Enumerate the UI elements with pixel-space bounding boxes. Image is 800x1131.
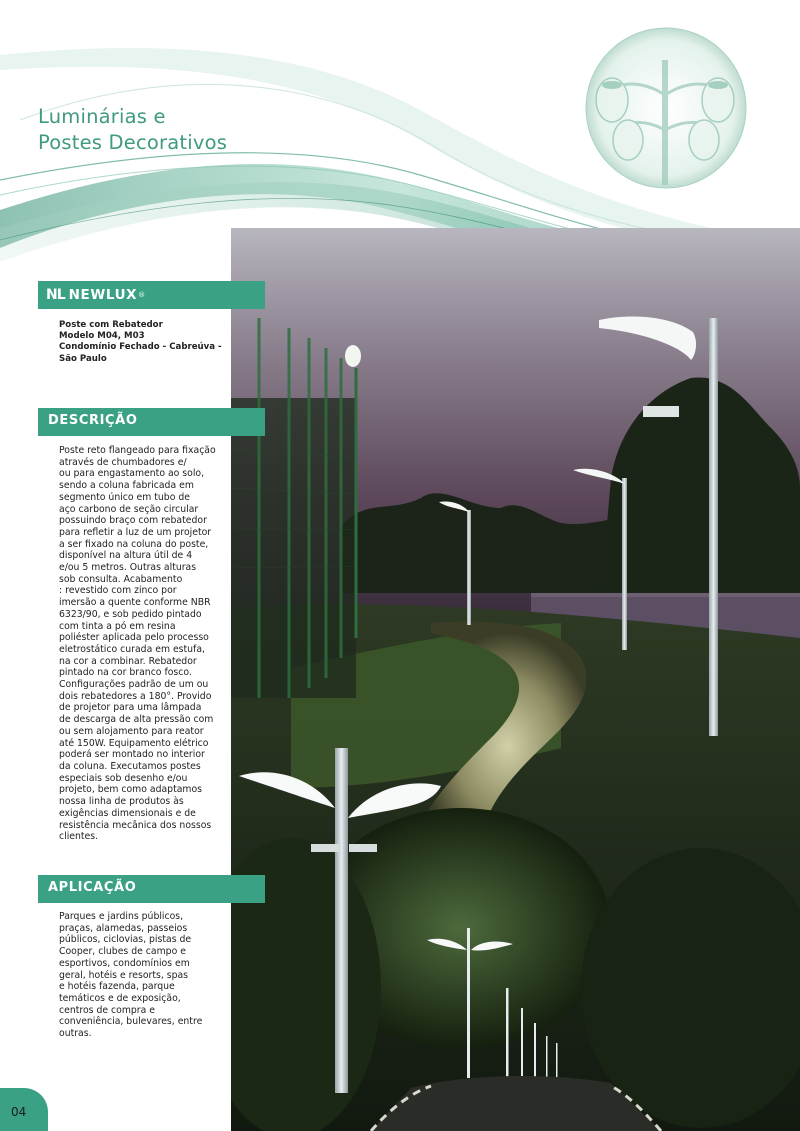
caption-line: Condomínio Fechado - Cabreúva - [59,342,222,353]
text-line: temáticos e de exposição, [59,992,181,1004]
title-line-1: Luminárias e [38,105,166,128]
page-number: 04 [11,1105,27,1119]
text-line: : revestido com zinco por [59,585,177,597]
text-line: através de chumbadores e/ [59,456,187,468]
text-line: clientes. [59,831,99,843]
text-line: imersão a quente conforme NBR [59,597,211,609]
text-line: a ser fixado na coluna do poste, [59,538,209,550]
text-line: praças, alamedas, passeios [59,922,188,934]
text-line: na cor a combinar. Rebatedor [59,655,197,667]
text-line: até 150W. Equipamento elétrico [59,737,209,749]
text-line: conveniência, bulevares, entre [59,1016,203,1028]
caption-line: São Paulo [59,353,107,364]
page-number-tab [0,1088,48,1131]
text-line: exigências dimensionais e de [59,807,196,819]
text-line: geral, hotéis e resorts, spas [59,969,189,981]
aplicacao-heading-bar [38,875,265,903]
page-title [38,104,227,156]
descricao-heading: DESCRIÇÃO [48,413,138,428]
text-line: e/ou 5 metros. Outras alturas [59,562,197,574]
text-line: eletrostático curada em estufa, [59,643,205,655]
text-line: de projetor para uma lâmpada [59,702,202,714]
text-line: da coluna. Executamos postes [59,760,201,772]
text-line: aço carbono de seção circular [59,503,199,515]
text-line: nossa linha de produtos às [59,796,184,808]
text-line: pintado na cor branco fosco. [59,667,192,679]
text-line: resistência mecânica dos nossos [59,819,212,831]
lamp-post-night-photo [231,228,800,1131]
text-line: especiais sob desenho e/ou [59,772,188,784]
text-line: para refletir a luz de um projetor [59,526,212,538]
text-line: projeto, bem como adaptamos [59,784,203,796]
caption-line: Modelo M04, M03 [59,331,145,342]
caption-line: Poste com Rebatedor [59,320,163,330]
photo-caption [59,320,222,365]
text-line: segmento único em tubo de [59,491,190,503]
logo-name: NEWLUX [68,287,138,303]
text-line: poliéster aplicada pelo processo [59,632,209,644]
text-line: poderá ser montado no interior [59,749,205,761]
text-line: dois rebatedores a 180°. Provido [59,690,212,702]
text-line: Parques e jardins públicos, [59,911,184,922]
descricao-heading-bar [38,408,265,436]
aplicacao-heading: APLICAÇÃO [48,880,137,895]
text-line: outras. [59,1028,92,1040]
text-line: Configurações padrão de um ou [59,679,209,691]
text-line: Poste reto flangeado para fixação [59,445,216,456]
text-line: sob consulta. Acabamento [59,573,183,585]
text-line: disponível na altura útil de 4 [59,550,193,562]
text-line: com tinta a pó em resina [59,620,176,632]
text-line: esportivos, condomínios em [59,957,190,969]
brand-bar [38,281,265,309]
logo-mark: NL [46,287,65,303]
text-line: ou para engastamento ao solo, [59,468,205,480]
text-line: Cooper, clubes de campo e [59,946,186,958]
text-line: 6323/90, e sob pedido pintado [59,608,202,620]
newlux-logo [46,284,145,306]
text-line: de descarga de alta pressão com [59,714,214,726]
text-line: e hotéis fazenda, parque [59,981,175,993]
text-line: sendo a coluna fabricada em [59,480,194,492]
text-line: possuindo braço com rebatedor [59,515,207,527]
text-line: ou sem alojamento para reator [59,725,204,737]
title-line-2: Postes Decorativos [38,131,228,154]
descricao-text [59,445,229,843]
aplicacao-text [59,911,229,1040]
registered-mark: ® [138,291,146,299]
text-line: públicos, ciclovias, pistas de [59,934,192,946]
text-line: centros de compra e [59,1004,156,1016]
